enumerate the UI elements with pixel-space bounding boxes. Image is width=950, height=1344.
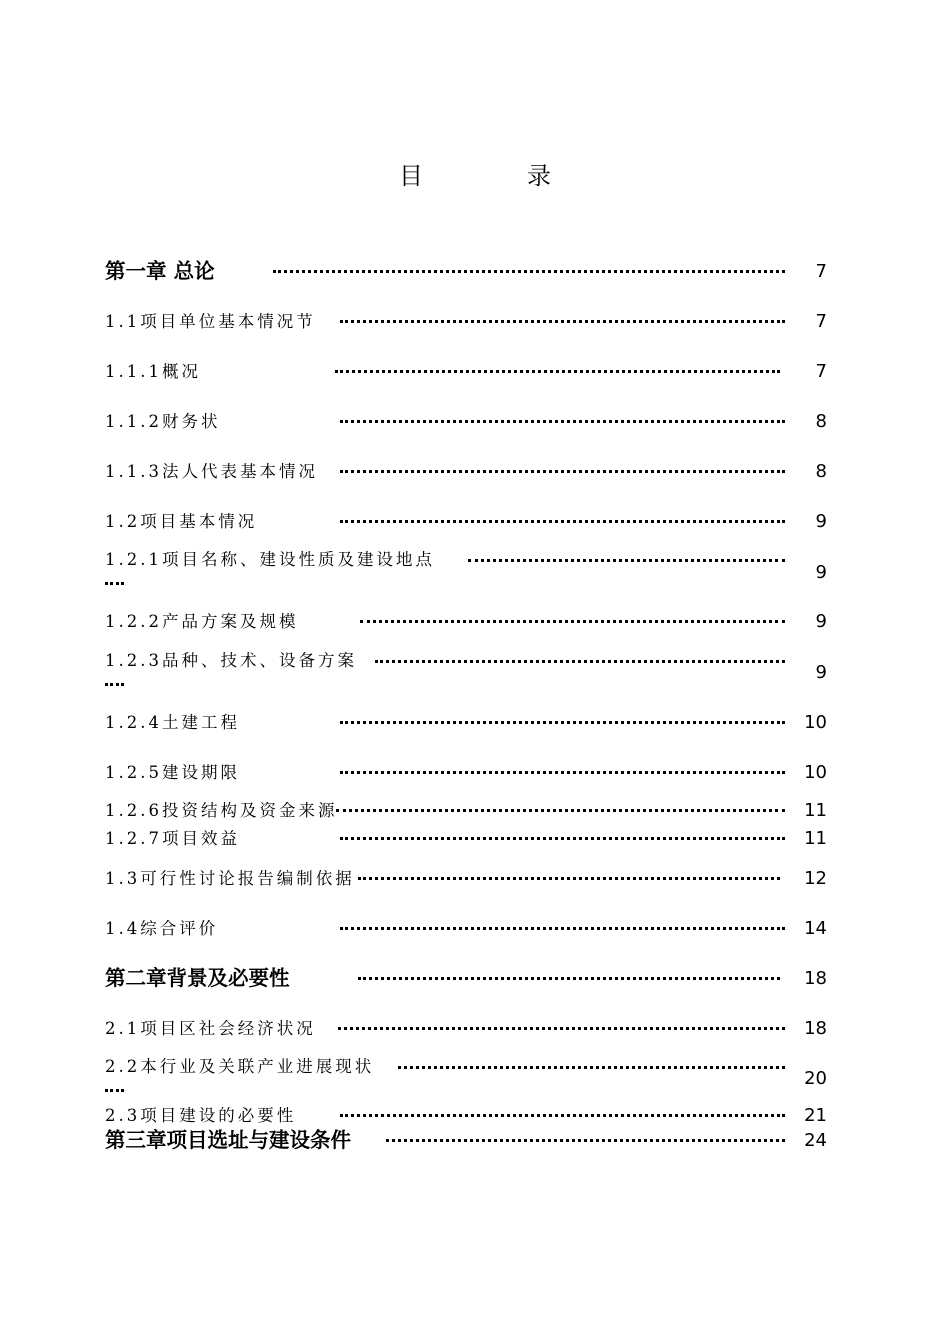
toc-leader <box>338 1027 785 1030</box>
toc-page-number: 24 <box>804 1130 827 1151</box>
toc-entry-label: 2.2本行业及关联产业进展现状 <box>105 1057 375 1076</box>
toc-entry-label: 第三章项目选址与建设条件 <box>105 1128 351 1152</box>
toc-leader <box>375 660 785 663</box>
toc-entry-label: 1.2.7项目效益 <box>105 829 240 848</box>
toc-page-number: 10 <box>804 712 827 733</box>
toc-entry[interactable] <box>0 611 950 632</box>
toc-leader <box>335 370 780 373</box>
toc-page-number: 7 <box>815 261 827 282</box>
toc-entry[interactable] <box>0 762 950 783</box>
toc-leader <box>340 470 785 473</box>
toc-entry-label: 1.2.1项目名称、建设性质及建设地点 <box>105 550 435 569</box>
toc-leader <box>340 420 785 423</box>
toc-entry-label: 1.1.3法人代表基本情况 <box>105 462 318 481</box>
toc-entry[interactable] <box>0 868 950 889</box>
toc-page-number: 7 <box>815 311 827 332</box>
toc-leader <box>360 620 785 623</box>
toc-leader-continuation <box>105 1089 124 1092</box>
toc-entry[interactable] <box>0 259 950 283</box>
toc-entry-label: 1.2.6投资结构及资金来源 <box>105 801 338 820</box>
toc-entry-label: 1.1项目单位基本情况节 <box>105 312 316 331</box>
toc-leader <box>468 559 785 562</box>
toc-page-number: 8 <box>815 411 827 432</box>
toc-leader <box>340 520 785 523</box>
toc-leader <box>398 1066 785 1069</box>
toc-entry[interactable] <box>0 712 950 733</box>
toc-entry[interactable] <box>0 511 950 532</box>
toc-entry-label: 2.1项目区社会经济状况 <box>105 1019 316 1038</box>
toc-leader <box>358 877 780 880</box>
toc-page-number: 11 <box>804 800 827 821</box>
toc-leader <box>340 320 785 323</box>
toc-page-number: 20 <box>804 1068 827 1089</box>
toc-entry-label: 第一章 总论 <box>105 259 215 283</box>
toc-page-number: 9 <box>815 562 827 583</box>
toc-entry-label: 1.1.2财务状 <box>105 412 221 431</box>
toc-entry-label: 1.3可行性讨论报告编制依据 <box>105 869 355 888</box>
toc-leader-continuation <box>105 683 124 686</box>
toc-entry-label: 1.2.2产品方案及规模 <box>105 612 299 631</box>
toc-page-number: 14 <box>804 918 827 939</box>
toc-entry[interactable] <box>0 651 950 683</box>
toc-entry[interactable] <box>0 966 950 990</box>
toc-entry[interactable] <box>0 828 950 849</box>
toc-page-number: 12 <box>804 868 827 889</box>
toc-page-number: 9 <box>815 511 827 532</box>
toc-leader <box>358 977 780 980</box>
toc-page-number: 10 <box>804 762 827 783</box>
toc-title: 目 录 <box>399 162 591 190</box>
toc-entry-label: 1.4综合评价 <box>105 919 219 938</box>
toc-entry[interactable] <box>0 550 950 583</box>
toc-leader <box>340 927 785 930</box>
toc-entry[interactable] <box>0 1128 950 1152</box>
toc-page-number: 7 <box>815 361 827 382</box>
toc-leader <box>340 771 785 774</box>
toc-entry[interactable] <box>0 311 950 332</box>
toc-entry-label: 1.2.5建设期限 <box>105 763 240 782</box>
toc-entry-label: 1.2.3品种、技术、设备方案 <box>105 651 357 670</box>
toc-entry[interactable] <box>0 1057 950 1089</box>
toc-page-number: 18 <box>804 968 827 989</box>
toc-entry-label: 1.2.4土建工程 <box>105 713 240 732</box>
toc-leader <box>273 270 785 273</box>
toc-entry[interactable] <box>0 361 950 382</box>
toc-entry[interactable] <box>0 461 950 482</box>
toc-leader <box>340 1114 785 1117</box>
toc-entry-label: 第二章背景及必要性 <box>105 966 290 990</box>
toc-entry[interactable] <box>0 1105 950 1126</box>
toc-leader <box>386 1139 785 1142</box>
toc-page-number: 8 <box>815 461 827 482</box>
toc-entry[interactable] <box>0 918 950 939</box>
toc-entry[interactable] <box>0 1018 950 1039</box>
toc-leader <box>340 837 785 840</box>
toc-entry[interactable] <box>0 800 950 821</box>
toc-entry-label: 2.3项目建设的必要性 <box>105 1106 297 1125</box>
toc-page-number: 9 <box>815 611 827 632</box>
toc-leader <box>340 721 785 724</box>
toc-page-number: 21 <box>804 1105 827 1126</box>
toc-page-number: 18 <box>804 1018 827 1039</box>
toc-entry-label: 1.1.1概况 <box>105 362 201 381</box>
toc-page-number: 9 <box>815 662 827 683</box>
toc-leader <box>336 809 785 812</box>
toc-entry[interactable] <box>0 411 950 432</box>
toc-page-number: 11 <box>804 828 827 849</box>
toc-entry-label: 1.2项目基本情况 <box>105 512 258 531</box>
toc-leader-continuation <box>105 582 124 585</box>
